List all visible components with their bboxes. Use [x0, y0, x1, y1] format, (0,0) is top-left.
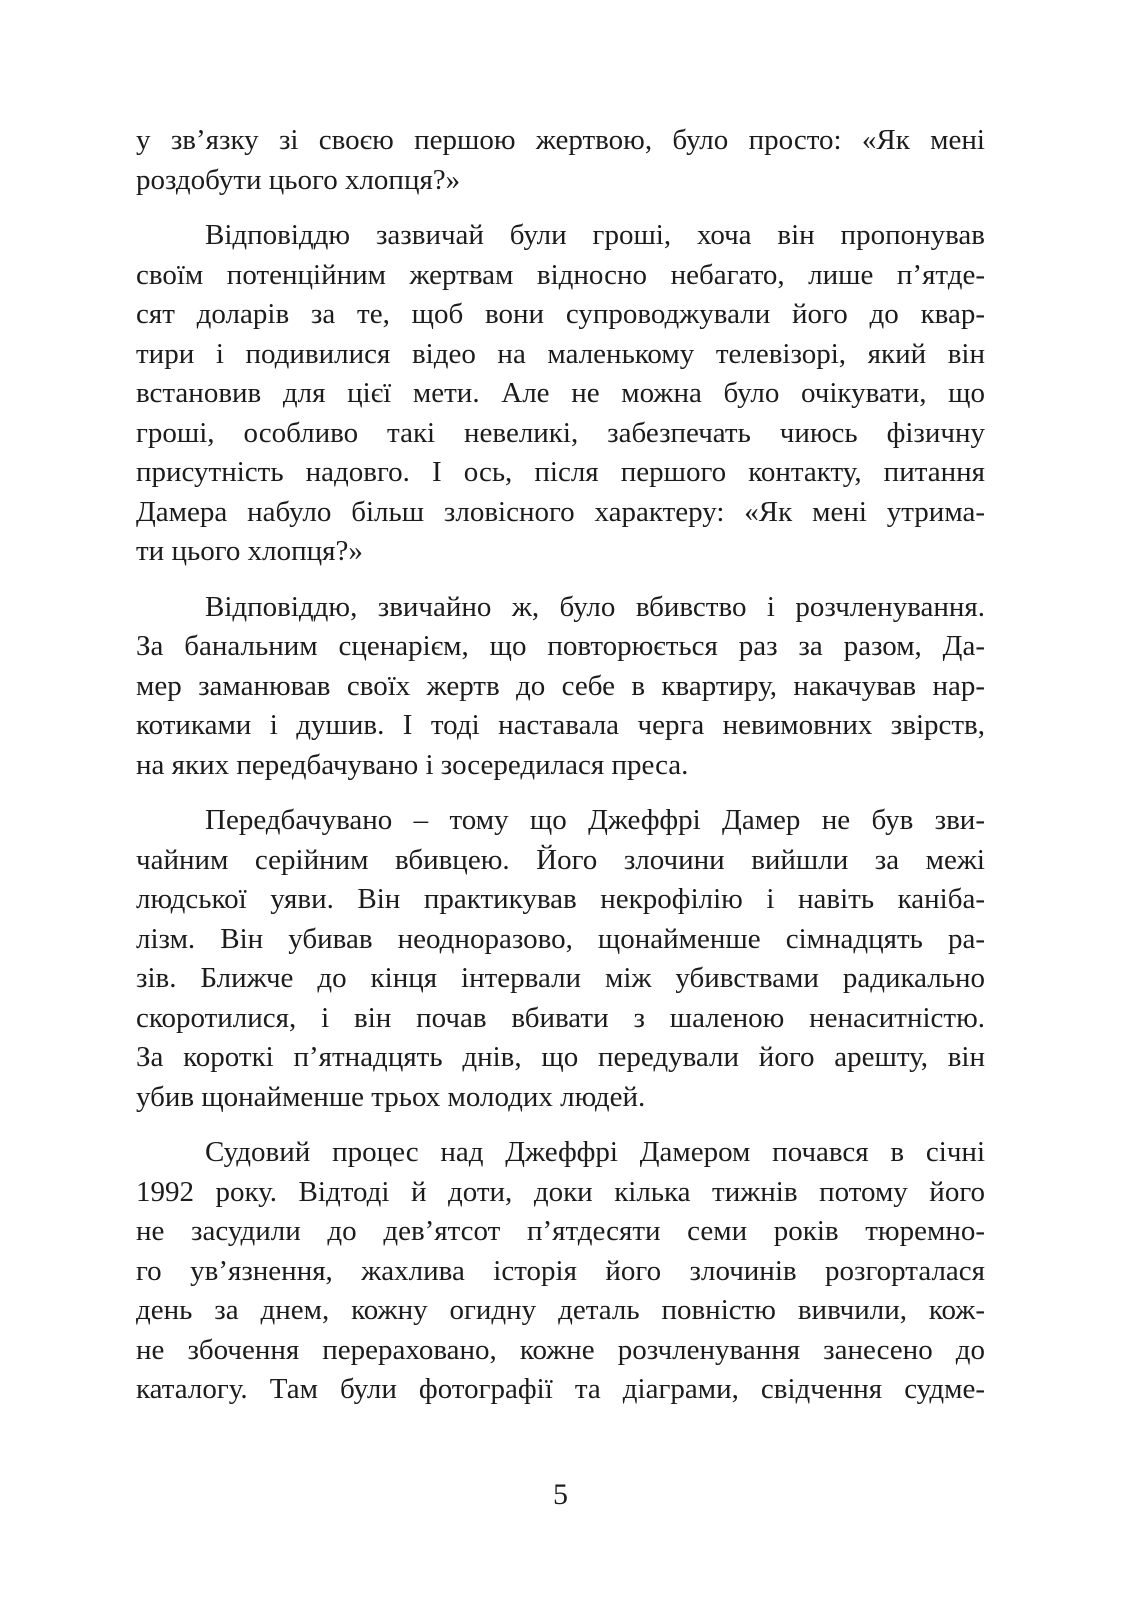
text-line: каталогу. Там були фотографії та діаграми, свідчення судме- [136, 1373, 985, 1405]
text-line: Дамера набуло більш зловісного характеру: «Як мені утрима- [136, 495, 985, 528]
text-line: 1992 року. Відтоді й доти, доки кілька тижнів потому його [136, 1175, 985, 1208]
paragraph [136, 216, 985, 572]
text-line: котиками і душив. І тоді наставала черга невимовних звірств, [136, 709, 985, 741]
text-line: роздобути цього хлопця?» [136, 163, 461, 196]
text-line: присутність надовго. І ось, після першого контакту, питання [136, 456, 985, 488]
text-line: Відповіддю зазвичай були гроші, хоча він пропонував [205, 219, 985, 251]
text-line: Передбачувано – тому що Джеффрі Дамер не був зви- [205, 804, 985, 836]
text-line: гроші, особливо такі невеликі, забезпечать чиюсь фізичну [136, 416, 985, 449]
text-line: на яких передбачувано і зосередилася преса. [136, 748, 689, 781]
text-line: тири і подивилися відео на маленькому телевізорі, який він [136, 337, 985, 370]
paragraph [136, 801, 985, 1117]
text-line: не збочення перераховано, кожне розчленування занесено до [136, 1333, 985, 1366]
text-line: не засудили до дев’ятсот п’ятдесяти семи років тюремно- [136, 1215, 985, 1247]
text-line: мер заманював своїх жертв до себе в квартиру, накачував нар- [136, 669, 985, 702]
text-line: у зв’язку зі своєю першою жертвою, було просто: «Як мені [136, 124, 985, 156]
paragraph [136, 588, 985, 786]
text-line: сят доларів за те, щоб вони супроводжували його до квар- [136, 298, 985, 330]
text-line: лізм. Він убивав неодноразово, щонайменше сімнадцять ра- [136, 922, 985, 955]
text-line: людської уяви. Він практикував некрофілію і навіть каніба- [136, 883, 985, 915]
paragraph [136, 1133, 985, 1410]
text-line: скоротилися, і він почав вбивати з шаленою ненаситністю. [136, 1001, 985, 1034]
text-line: За банальним сценарієм, що повторюється раз за разом, Да- [136, 630, 985, 662]
text-line: Судовий процес над Джеффрі Дамером почався в січні [205, 1136, 985, 1168]
text-line: За короткі п’ятнадцять днів, що передували його арешту, він [136, 1041, 985, 1073]
text-line: чайним серійним вбивцею. Його злочини вийшли за межі [136, 843, 985, 876]
page-text [136, 121, 985, 1410]
text-line: Відповіддю, звичайно ж, було вбивство і розчленування. [205, 590, 985, 623]
text-line: ти цього хлопця?» [136, 535, 363, 567]
text-line: своїм потенційним жертвам відносно небагато, лише п’ятде- [136, 258, 985, 291]
text-line: день за днем, кожну огидну деталь повністю вивчили, кож- [136, 1294, 985, 1326]
text-line: го ув’язнення, жахлива історія його злочинів розгорталася [136, 1254, 985, 1287]
page-number: 5 [553, 1478, 568, 1511]
paragraph [136, 121, 985, 200]
text-line: убив щонайменше трьох молодих людей. [136, 1080, 646, 1113]
text-line: встановив для цієї мети. Але не можна було очікувати, що [136, 377, 985, 409]
text-line: зів. Ближче до кінця інтервали між убивствами радикально [136, 962, 985, 994]
